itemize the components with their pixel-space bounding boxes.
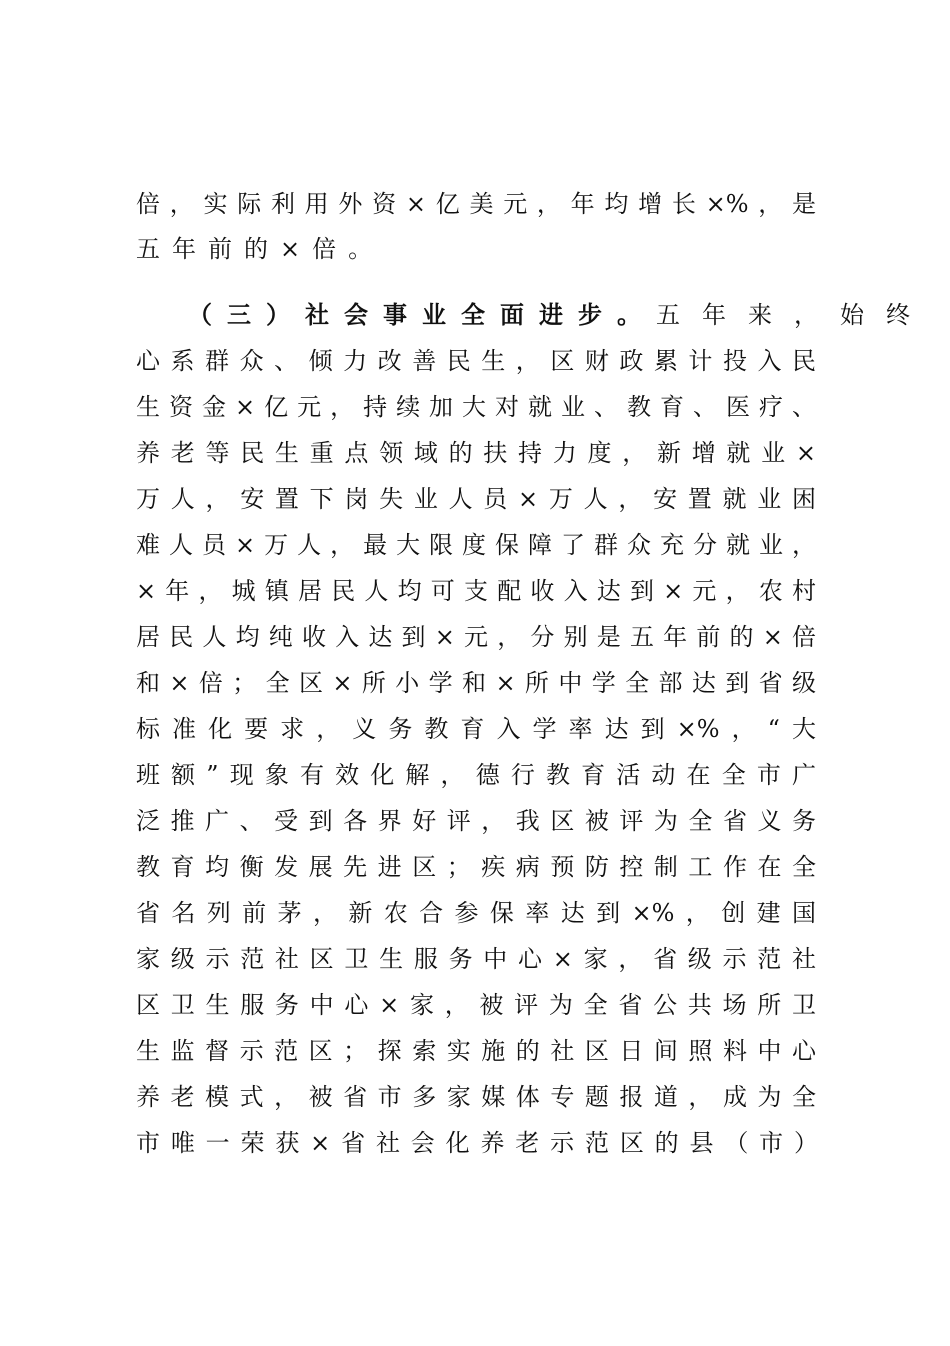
paragraph-2-line: ×年，城镇居民人均可支配收入达到×元，农村: [136, 577, 816, 605]
paragraph-2-line: 泛推广、受到各界好评，我区被评为全省义务: [136, 807, 816, 835]
paragraph-2-line: 生监督示范区；探索实施的社区日间照料中心: [136, 1037, 816, 1065]
paragraph-2-first-line: [188, 295, 932, 335]
paragraph-2-line: 家级示范社区卫生服务中心×家，省级示范社: [136, 945, 816, 973]
paragraph-1-line-2: 五年前的×倍。: [136, 235, 385, 263]
paragraph-2-line: 养老模式，被省市多家媒体专题报道，成为全: [136, 1083, 816, 1111]
paragraph-1-line-1: 倍，实际利用外资×亿美元，年均增长×%，是: [136, 190, 816, 218]
paragraph-2-line: 居民人均纯收入达到×元，分别是五年前的×倍: [136, 623, 816, 651]
paragraph-2-first-line-text: 五年来，始终: [656, 301, 932, 329]
paragraph-2-line: 省名列前茅，新农合参保率达到×%，创建国: [136, 899, 816, 927]
paragraph-2-line: 教育均衡发展先进区；疾病预防控制工作在全: [136, 853, 816, 881]
paragraph-2-line: 养老等民生重点领域的扶持力度，新增就业×: [136, 439, 816, 467]
paragraph-2-line: 心系群众、倾力改善民生，区财政累计投入民: [136, 347, 816, 375]
paragraph-2-line: 区卫生服务中心×家，被评为全省公共场所卫: [136, 991, 816, 1019]
paragraph-2-line: 市唯一荣获×省社会化养老示范区的县（市）: [136, 1129, 818, 1157]
paragraph-2-line: 生资金×亿元，持续加大对就业、教育、医疗、: [136, 393, 816, 421]
paragraph-2-line: 和×倍；全区×所小学和×所中学全部达到省级: [136, 669, 816, 697]
paragraph-2-line: 标准化要求，义务教育入学率达到×%，“大: [136, 715, 816, 743]
paragraph-2-line: 万人，安置下岗失业人员×万人，安置就业困: [136, 485, 816, 513]
section-heading: （三）社会事业全面进步。: [188, 300, 656, 329]
paragraph-2-line: 班额”现象有效化解，德行教育活动在全市广: [136, 761, 816, 789]
paragraph-2-line: 难人员×万人，最大限度保障了群众充分就业，: [136, 531, 816, 559]
